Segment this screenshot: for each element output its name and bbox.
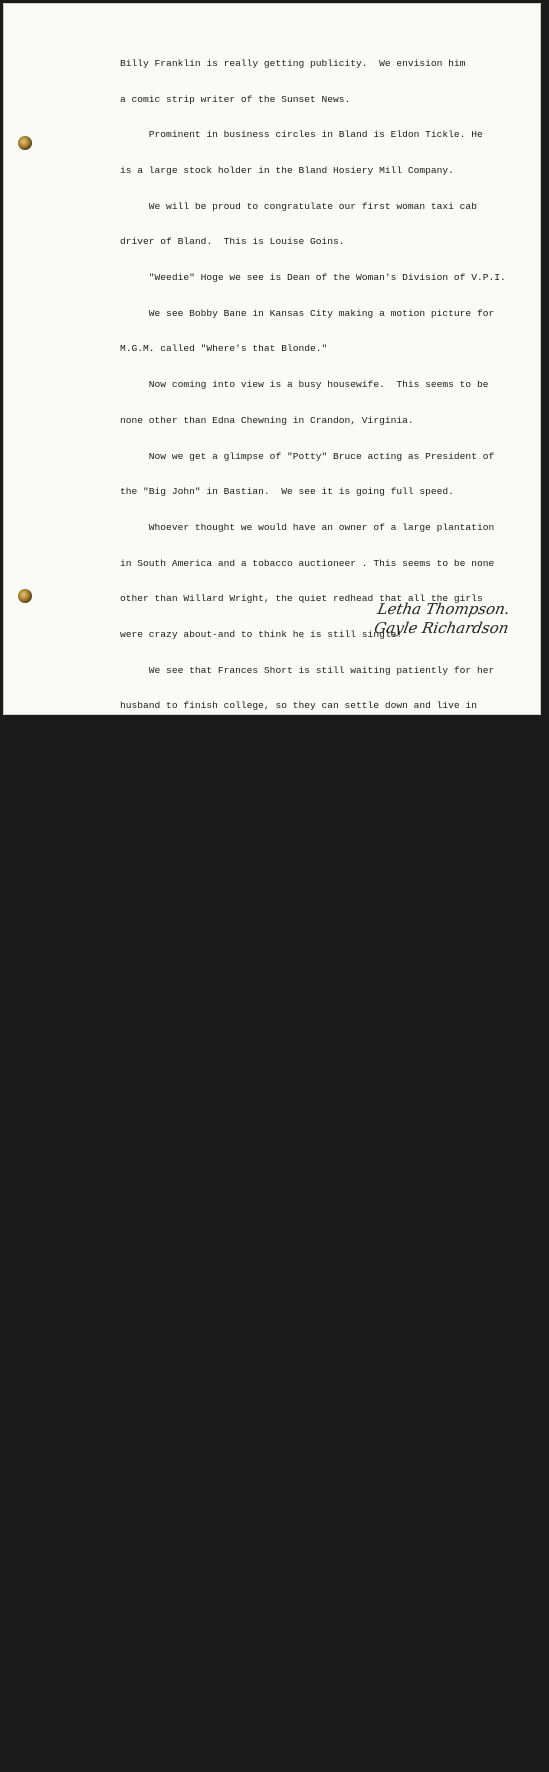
- text-line: We see Bobby Bane in Kansas City making a motion picture for: [120, 307, 495, 319]
- text-line: Now coming into view is a busy housewife. This seems to be: [120, 379, 489, 391]
- poem-line: Hopes have blossomed to fruition: [120, 1628, 334, 1640]
- text-line: Gayle Richardson is a famous sweater girl of New York City.: [120, 1450, 489, 1462]
- text-line: their neat little bungalow at Hollybrook.: [120, 736, 357, 748]
- text-line: make history and establish the first dental clinic in Bland.: [120, 1343, 466, 1355]
- text-line: as Secretary at an army post.: [120, 1593, 287, 1605]
- text-line: Lois Miller and Ramona Wright, graduates of Radford College,: [120, 1378, 495, 1390]
- text-line: none other than Edna Chewning in Crandon, Virginia.: [120, 414, 414, 426]
- binder-hole-bottom: [18, 589, 32, 603]
- text-line: be relieved of some of this work because she is securing a position: [120, 1557, 506, 1569]
- text-line: Letha Thompson was so busy during her senior year keeping up: [120, 1485, 495, 1497]
- text-line: the "Big John" in Bastian. We see it is going full speed.: [120, 486, 454, 498]
- text-line: is a large stock holder in the Bland Hosiery Mill Company.: [120, 164, 454, 176]
- poem-line: In achievements and careers-: [120, 1664, 310, 1676]
- text-line: were crazy about-and to think he is still single!: [120, 629, 403, 641]
- text-line: Now we get a glimpse of "Potty" Bruce acting as President of: [120, 450, 495, 462]
- text-line: No one would guess after Ben Bird, Jr. finishes four long: [120, 771, 483, 783]
- text-line: M.G.M. called "Where's that Blonde.": [120, 343, 328, 355]
- text-line: driver of Bland. This is Louise Goins.: [120, 236, 345, 248]
- text-line: Whoever thought we would have an owner of a large plantation: [120, 521, 495, 533]
- text-line: Prominent in business circles in Bland is Eldon Tickle. He: [120, 129, 483, 141]
- binder-hole-top: [18, 136, 32, 150]
- text-line: "Weedie" Hoge we see is Dean of the Woman's Division of V.P.I.: [120, 272, 506, 284]
- text-line: Coming before our vision are some Art Museums in Washington.: [120, 986, 495, 998]
- text-line: Roaming around at the top of Brushy Mountain and the little: [120, 1093, 489, 1105]
- text-line: Orchestra as pianist.: [120, 843, 241, 855]
- text-line: other than Willard Wright, the quiet redhead that all the girls: [120, 593, 483, 605]
- text-line: We will be proud to congratulate our first woman taxi cab: [120, 200, 477, 212]
- poem-line: Rare in intellect and promise: [120, 1700, 316, 1712]
- text-line: in South America and a tobacco auctioneer . This seems to be none: [120, 557, 495, 569]
- text-line: W. Va. We see she likes it so well that she decided to make her: [120, 914, 489, 926]
- text-line: or Wytheville to have their dental work done. Junior Scott will: [120, 1307, 489, 1319]
- text-line: town of Bastian we see Billy Bruce. The same ho-bo as he was in: [120, 1128, 489, 1140]
- signatures: [373, 600, 549, 638]
- signature-letha-thompson: Letha Thompson.: [376, 600, 512, 618]
- text-line: near Bland.: [120, 1236, 184, 1248]
- typed-text-body: [120, 34, 540, 1772]
- text-line: correspondence with certain branches of the armed forces, will soon: [120, 1521, 506, 1533]
- poem-line: '51 has no peers.: [120, 1735, 247, 1747]
- text-line: We see that Frances Short is still waiting patiently for her: [120, 664, 495, 676]
- text-line: have secured positions as teachers at Hollybrook.: [120, 1414, 403, 1426]
- text-line: Billy Franklin is really getting publicity. We envision him: [120, 57, 466, 69]
- text-line: home there.: [120, 950, 184, 962]
- text-line: Joy Wright is happy helping to manage a large dairy farm: [120, 1200, 472, 1212]
- text-line: husband to finish college, so they can settle down and live in: [120, 700, 477, 712]
- text-line: We see among the many paintings some of Milford Puckett's. We: [120, 1021, 477, 1033]
- text-line: We wondered why Gloria Tickle spent so much time in Squire,: [120, 878, 489, 890]
- signature-gayle-richardson: Gayle Richardson: [372, 619, 511, 637]
- text-line: a comic strip writer of the Sunset News.: [120, 93, 351, 105]
- text-line: The citizens of Bland no longer will have to go to Bluefield: [120, 1271, 495, 1283]
- document-page: [3, 3, 541, 1747]
- text-line: years at V.P.I. that he is going to join up with Tommy Dorsey's: [120, 807, 483, 819]
- text-line: remember Milford was Art Editor of our Annual.: [120, 1057, 385, 1069]
- text-line: his senior year.: [120, 1164, 213, 1176]
